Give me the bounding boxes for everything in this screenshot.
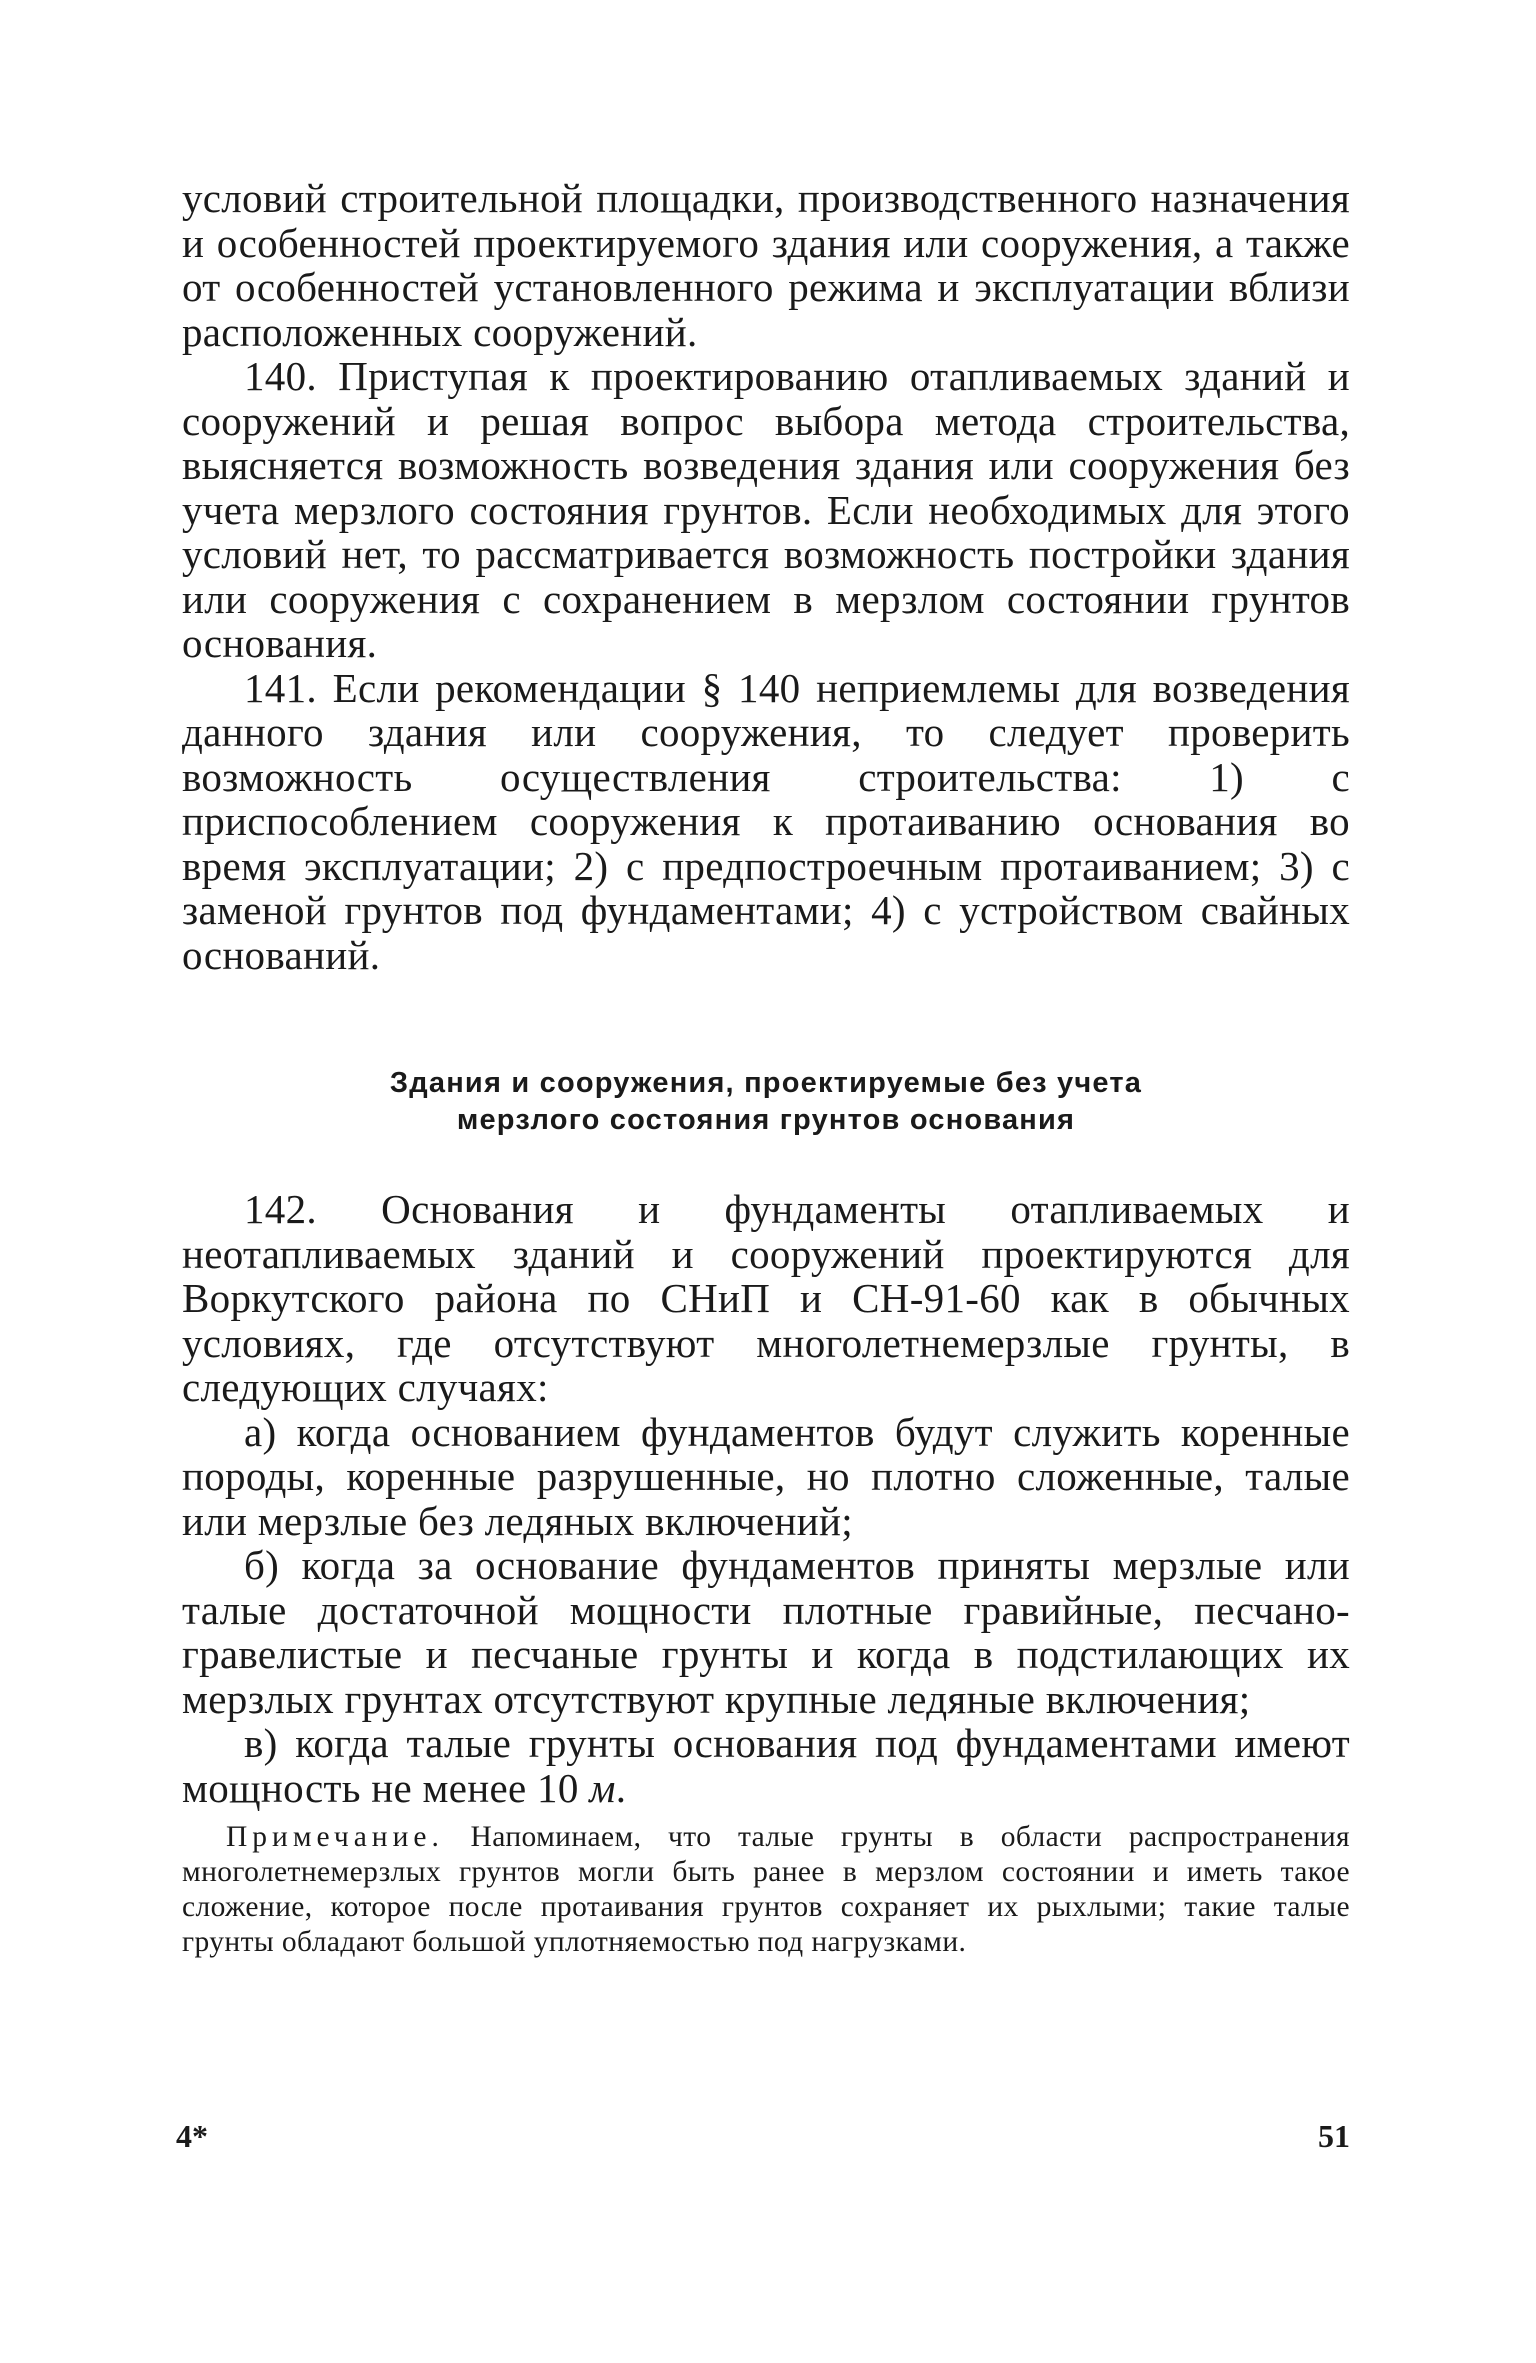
list-item-v-end: .: [615, 1764, 627, 1811]
list-item-v-unit: м: [589, 1764, 616, 1811]
section-heading: [182, 1065, 1350, 1139]
paragraph-142: 142. Основания и фундаменты отапливаемых и неотапливаемых зданий и сооружений проектируются для Воркутского района по СНиП и СН-91-60 как в обычных условиях, где отсутствуют многолетнемерзлые грунты, в следующих случаях:: [182, 1186, 1350, 1410]
list-item-b: б) когда за основание фундаментов приняты мерзлые или талые достаточной мощности плотные гравийные, песчано-гравелистые и песчаные грунты и когда в подстилающих их мерзлых грунтах отсутствуют крупные ледяные включения;: [182, 1542, 1350, 1722]
footnote: [182, 1820, 1350, 1960]
footnote-label: Примечание.: [226, 1821, 444, 1853]
list-item-v-text: в) когда талые грунты основания под фундаментами имеют мощность не менее 10: [182, 1720, 1350, 1811]
paragraph-140: 140. Приступая к проектированию отапливаемых зданий и сооружений и решая вопрос выбора метода строительства, выясняется возможность возведения здания или сооружения без учета мерзлого состояния грунтов. Если необходимых для этого условий нет, то рассматривается возможность постройки здания или сооружения с сохранением в мерзлом состоянии грунтов основания.: [182, 353, 1350, 666]
section-heading-line-2: мерзлого состояния грунтов основания: [456, 1104, 1076, 1136]
page-number: 51: [1318, 2118, 1350, 2154]
page-content: [182, 176, 1350, 1960]
paragraph-intro: условий строительной площадки, производственного назначения и особенностей проектируемого здания или сооружения, а также от особенностей установленного режима и эксплуатации вблизи расположенных сооружений.: [182, 175, 1350, 355]
section-heading-line-1: Здания и сооружения, проектируемые без учета: [389, 1067, 1143, 1099]
list-item-a: а) когда основанием фундаментов будут служить коренные породы, коренные разрушенные, но плотно сложенные, талые или мерзлые без ледяных включений;: [182, 1408, 1350, 1544]
list-item-v: [182, 1721, 1350, 1810]
footnote-text: Напоминаем, что талые грунты в области распространения многолетнемерзлых грунтов могли быть ранее в мерзлом состоянии и иметь такое сложение, которое после протаивания грунтов сохраняет их рыхлыми; такие талые грунты обладают большой уплотняемостью под нагрузками.: [182, 1821, 1350, 1958]
paragraph-141: 141. Если рекомендации § 140 неприемлемы для возведения данного здания или сооружения, то следует проверить возможность осуществления строительства: 1) с приспособлением сооружения к протаиванию основания во время эксплуатации; 2) с предпостроечным протаиванием; 3) с заменой грунтов под фундаментами; 4) с устройством свайных оснований.: [182, 664, 1350, 978]
signature-mark: 4*: [176, 2118, 208, 2154]
